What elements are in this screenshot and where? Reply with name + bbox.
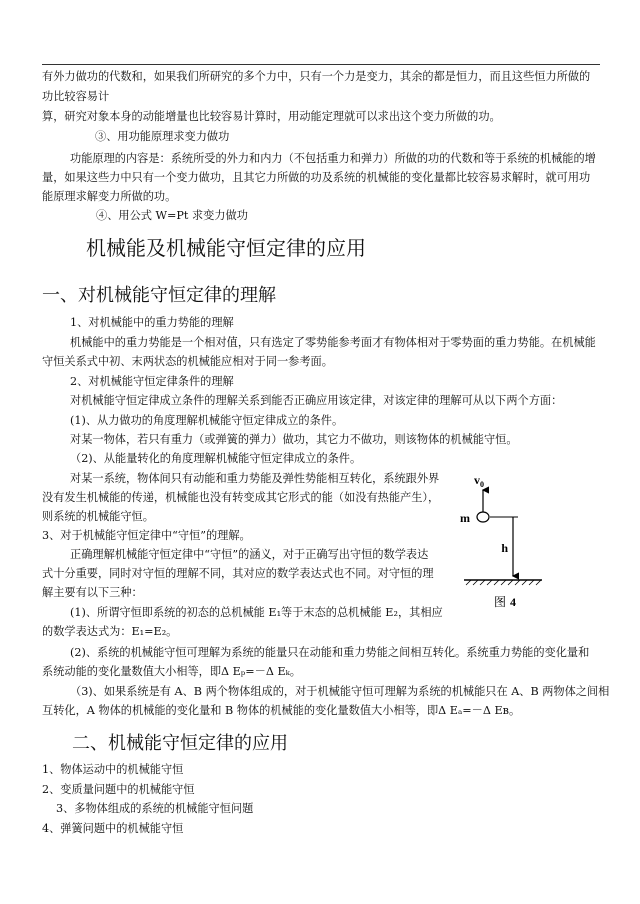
paragraph-line: 解主要有以下三种： <box>42 586 143 599</box>
paragraph-line: 则系统的机械能守恒。 <box>42 510 154 523</box>
velocity-label: $v_0$ <box>474 473 484 489</box>
subheading: (1)、从力做功的角度理解机械能守恒定律成立的条件。 <box>70 414 344 427</box>
paragraph-line: 正确理解机械能守恒定律中“守恒”的涵义，对于正确写出守恒的数学表达 <box>70 548 429 561</box>
paragraph-line: (1)、所谓守恒即系统的初态的总机械能 E₁等于末态的总机械能 E₂，其相应 <box>70 606 443 619</box>
paragraph-line: 系统动能的变化量数值大小相等，即Δ Eₚ=－Δ Eₖ。 <box>42 665 301 678</box>
height-label: h <box>501 541 508 555</box>
header-rule <box>42 64 600 65</box>
subheading: ④、用公式 W=Pt 求变力做功 <box>96 209 248 222</box>
figure-caption: 图 4 <box>494 595 517 609</box>
paragraph-line: 没有发生机械能的传递，机械能也没有转变成其它形式的能（如没有热能产生）， <box>42 491 440 504</box>
subheading: 1、对机械能中的重力势能的理解 <box>70 316 234 329</box>
ground-hatch <box>466 580 541 585</box>
paragraph-line: 算，研究对象本身的动能增量也比较容易计算时，用动能定理就可以求出这个变力所做的功。 <box>42 110 501 123</box>
paragraph-line: 的数学表达式为：E₁=E₂。 <box>42 625 178 638</box>
list-item: 3、多物体组成的系统的机械能守恒问题 <box>56 802 254 815</box>
section-heading: 一、对机械能守恒定律的理解 <box>42 285 276 306</box>
list-item: 1、物体运动中的机械能守恒 <box>42 763 184 776</box>
paragraph-line: 对机械能守恒定律成立条件的理解关系到能否正确应用该定律，对该定律的理解可从以下两个方面： <box>70 394 563 407</box>
subheading: 3、对于机械能守恒定律中“守恒”的理解。 <box>42 529 251 542</box>
paragraph-line: 互转化，A 物体的机械能的变化量和 B 物体的机械能的变化量数值大小相等，即Δ Eₐ=－Δ Eʙ。 <box>42 704 521 717</box>
paragraph-line: 守恒关系式中初、末两状态的机械能应相对于同一参考面。 <box>42 355 333 368</box>
subheading: 2、对机械能守恒定律条件的理解 <box>70 375 234 388</box>
paragraph-line: 能原理求解变力所做的功。 <box>42 190 177 203</box>
ball-shape <box>477 512 489 522</box>
paragraph-line: 有外力做功的代数和，如果我们所研究的多个力中，只有一个力是变力，其余的都是恒力，而且这些恒力所做的 <box>42 70 591 83</box>
paragraph-line: 对某一系统，物体间只有动能和重力势能及弹性势能相互转化，系统跟外界 <box>70 472 440 485</box>
section-heading: 二、机械能守恒定律的应用 <box>72 733 288 754</box>
page-title: 机械能及机械能守恒定律的应用 <box>86 236 366 260</box>
paragraph-line: 功比较容易计 <box>42 90 110 103</box>
paragraph-line: 功能原理的内容是：系统所受的外力和内力（不包括重力和弹力）所做的功的代数和等于系统的机械能的增 <box>70 152 596 165</box>
list-item: 4、弹簧问题中的机械能守恒 <box>42 822 184 835</box>
paragraph-line: （3)、如果系统是有 A、B 两个物体组成的，对于机械能守恒可理解为系统的机械能只在 A、B 两物体之间相 <box>70 685 610 698</box>
mass-label: m <box>460 511 470 525</box>
paragraph-line: (2)、系统的机械能守恒可理解为系统的能量只在动能和重力势能之间相互转化。系统重力势能的变化量和 <box>70 646 590 659</box>
paragraph-line: 机械能中的重力势能是一个相对值，只有选定了零势能参考面才有物体相对于零势面的重力势能。在机械能 <box>70 336 596 349</box>
paragraph-line: 量，如果这些力中只有一个变力做功，且其它力所做的功及系统的机械能的变化量都比较容易求解时，就可用功 <box>42 171 591 184</box>
paragraph-line: 对某一物体，若只有重力（或弹簧的弹力）做功，其它力不做功，则该物体的机械能守恒。 <box>70 433 518 446</box>
list-item: 2、变质量问题中的机械能守恒 <box>42 783 195 796</box>
figure-4-diagram <box>450 468 560 618</box>
subheading: ③、用功能原理求变力做功 <box>95 130 230 143</box>
subheading: （2)、从能量转化的角度理解机械能守恒定律成立的条件。 <box>70 452 362 465</box>
paragraph-line: 式十分重要，同时对守恒的理解不同，其对应的数学表达式也不同。对守恒的理 <box>42 567 434 580</box>
